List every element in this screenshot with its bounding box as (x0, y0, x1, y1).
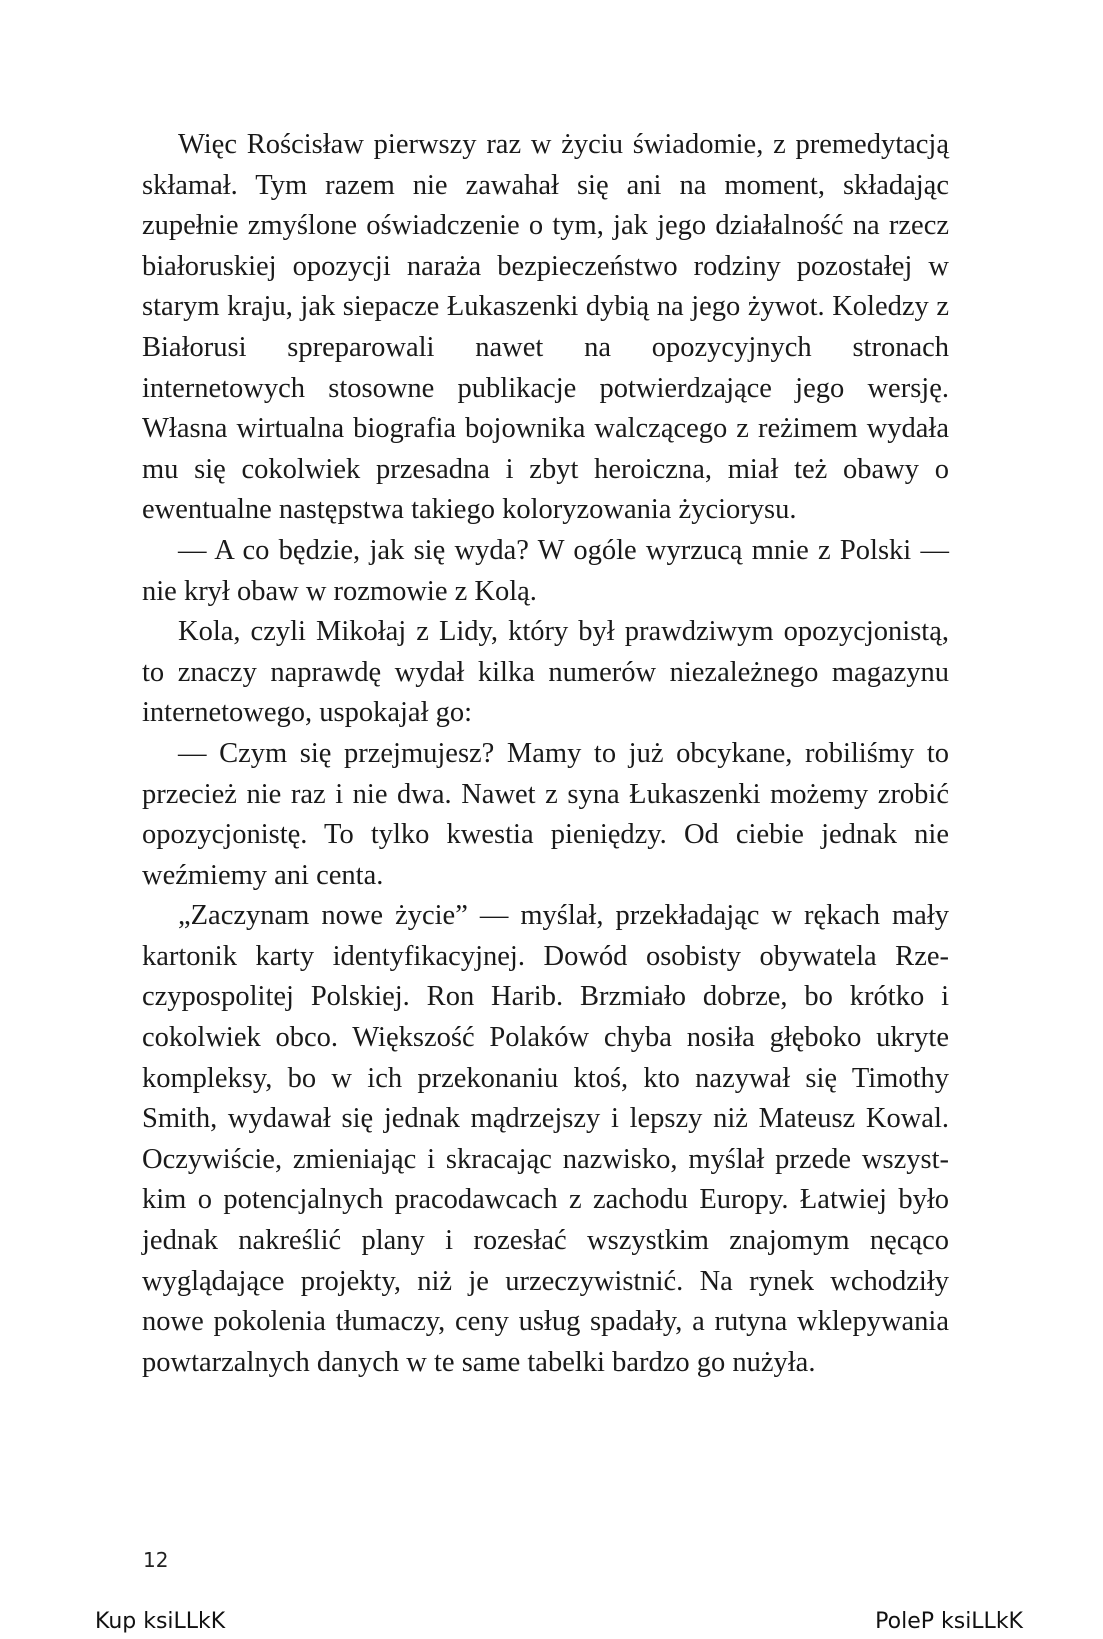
paragraph-4: — Czym się przejmujesz? Mamy to już obcykane, robiliśmy to przecież nie raz i nie dwa. Nawet z syna Łukaszenki możemy zrobić opozycjonistę. To tylko kwestia pieniędzy. Od ciebie jednak nie weźmiemy ani centa. (142, 737, 949, 891)
paragraph-3: Kola, czyli Mikołaj z Lidy, który był prawdziwym opozycjonistą, to znaczy naprawdę wydał kilka numerów niezależnego magazynu internetowego, uspokajał go: (142, 616, 949, 729)
paragraph-1: Więc Rościsław pierwszy raz w życiu świadomie, z premedytacją skłamał. Tym razem nie zawahał się ani na moment, składając zupełnie zmyślone oświadczenie o tym, jak jego działalność na rzecz białoruskiej opozycji naraża bezpieczeństwo rodziny pozostałej w starym kraju, jak siepacze Łukaszenki dybią na jego żywot. Koledzy z Białorusi spreparowali nawet na opozycyjnych stronach internetowych stosowne publikacje potwierdzające jego wersję. Własna wirtualna biografia bojownika walczącego z reżimem wydała mu się cokolwiek przesadna i zbyt heroiczna, miał też obawy o ewentualne następstwa takiego koloryzowania życiorysu. (142, 129, 949, 526)
paragraph-2: — A co będzie, jak się wyda? W ogóle wyrzucą mnie z Polski — nie krył obaw w rozmowie z Kolą. (142, 534, 949, 607)
page-number: 12 (143, 1548, 169, 1572)
buy-book-link[interactable]: Kup ksiLLkK (95, 1609, 226, 1634)
page-body-text (142, 125, 949, 1383)
paragraph-5: „Zaczynam nowe życie” — myślał, przekładając w rękach mały kartonik karty identyfikacyjnej. Dowód osobisty obywatela Rzeczypospolitej Polskiej. Ron Harib. Brzmiało dobrze, bo krótko i cokolwiek obco. Większość Polaków chyba nosiła głęboko ukryte kompleksy, bo w ich przekonaniu ktoś, kto nazywał się Timothy Smith, wydawał się jednak mądrzejszy i lepszy niż Mateusz Kowal. Oczywiście, zmieniając i skracając nazwisko, myślał przede wszystkim o potencjalnych pracodawcach z zachodu Europy. Łatwiej było jednak nakreślić plany i rozesłać wszystkim znajomym nęcąco wyglądające projekty, niż je urzeczywistnić. Na rynek wchodziły nowe pokolenia tłumaczy, ceny usług spadały, a rutyna wklepywania powtarzalnych danych w te same tabelki bardzo go nużyła. (142, 900, 949, 1378)
recommend-book-link[interactable]: PoleP ksiLLkK (875, 1609, 1023, 1634)
